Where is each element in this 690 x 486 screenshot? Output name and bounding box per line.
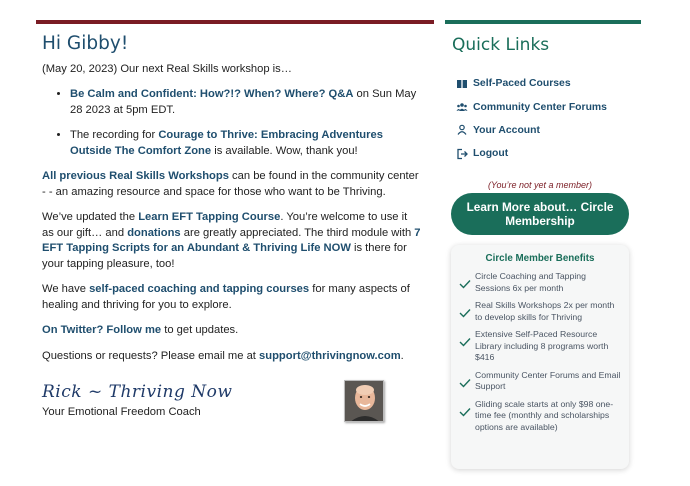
signature-block xyxy=(42,382,432,428)
list-item: Real Skills Workshops 2x per month to develop skills for Thriving xyxy=(459,300,621,323)
courses-paragraph: We have self-paced coaching and tapping courses for many aspects of healing and thriving for you to explore. xyxy=(42,283,410,311)
quick-link-your-account[interactable]: Your Account xyxy=(456,119,607,142)
left-accent-bar xyxy=(36,20,434,24)
benefits-card xyxy=(451,245,629,469)
list-item: Extensive Self-Paced Resource Library including 8 programs worth $416 xyxy=(459,329,621,364)
workshop-list xyxy=(42,87,422,159)
twitter-follow-link[interactable]: On Twitter? Follow me xyxy=(42,324,162,336)
signature: Rick ~ Thriving Now xyxy=(42,382,233,402)
benefits-list xyxy=(459,271,621,433)
check-icon xyxy=(459,308,472,323)
greeting-title: Hi Gibby! xyxy=(42,33,129,54)
self-paced-courses-link[interactable]: self-paced coaching and tapping courses xyxy=(89,283,310,295)
list-item: Circle Coaching and Tapping Sessions 6x per month xyxy=(459,271,621,294)
list-item: Gliding scale starts at only $98 one-time fee (monthly and scholarships options are available) xyxy=(459,399,621,434)
workshop-intro: (May 20, 2023) Our next Real Skills workshop is… xyxy=(42,62,292,75)
list-item: • Be Calm and Confident: How?!? When? Where? Q&A on Sun May 28 2023 at 5pm EDT. xyxy=(70,87,422,118)
quick-links-title: Quick Links xyxy=(452,35,550,55)
logout-icon xyxy=(456,148,468,160)
signature-subtitle: Your Emotional Freedom Coach xyxy=(42,406,201,418)
membership-status: (You’re not yet a member) xyxy=(487,180,593,190)
avatar xyxy=(344,380,384,422)
check-icon xyxy=(459,378,472,393)
workshops-paragraph: All previous Real Skills Workshops can be found in the community center - - an amazing resource and space for those who want to be Thriving. xyxy=(42,170,419,198)
quick-link-self-paced-courses[interactable]: Self-Paced Courses xyxy=(456,72,607,95)
recording-link[interactable]: Courage to Thrive: Embracing Adventures Outside The Comfort Zone xyxy=(70,129,383,157)
welcome-panel xyxy=(42,33,422,374)
check-icon xyxy=(459,407,472,434)
users-icon xyxy=(456,101,468,113)
workshop-link[interactable]: Be Calm and Confident: How?!? When? Where? Q&A xyxy=(70,88,354,100)
quick-links-list xyxy=(456,72,607,166)
book-icon xyxy=(456,78,468,90)
eft-course-link[interactable]: Learn EFT Tapping Course xyxy=(138,211,281,223)
list-item: • The recording for Courage to Thrive: Embracing Adventures Outside The Comfort Zone is available. Wow, thank you! xyxy=(70,128,422,159)
benefits-title: Circle Member Benefits xyxy=(485,253,595,264)
support-email-link[interactable]: support@thrivingnow.com xyxy=(259,349,401,362)
quick-link-community-forums[interactable]: Community Center Forums xyxy=(456,95,607,118)
quick-link-logout[interactable]: Logout xyxy=(456,142,607,165)
eft-course-paragraph: We’ve updated the Learn EFT Tapping Course. You’re welcome to use it as our gift… and donations are greatly appreciated. The third module with 7 EFT Tapping Scripts for an Abundant & Thriving Life NOW is there for your tapping pleasure, too! xyxy=(42,211,421,270)
user-icon xyxy=(456,124,468,136)
list-item: Community Center Forums and Email Support xyxy=(459,370,621,393)
donations-link[interactable]: donations xyxy=(127,226,181,239)
check-icon xyxy=(459,279,472,294)
check-icon xyxy=(459,337,472,364)
contact-paragraph: Questions or requests? Please email me at support@thrivingnow.com. xyxy=(42,349,404,362)
twitter-paragraph: On Twitter? Follow me to get updates. xyxy=(42,324,239,336)
tapping-scripts-link[interactable]: 7 EFT Tapping Scripts for an Abundant & Thriving Life NOW xyxy=(42,226,421,254)
avatar-photo-icon xyxy=(345,381,384,422)
right-accent-bar xyxy=(445,20,641,24)
previous-workshops-link[interactable]: All previous Real Skills Workshops xyxy=(42,170,229,182)
circle-membership-button[interactable]: Learn More about… Circle Membership xyxy=(451,193,629,235)
